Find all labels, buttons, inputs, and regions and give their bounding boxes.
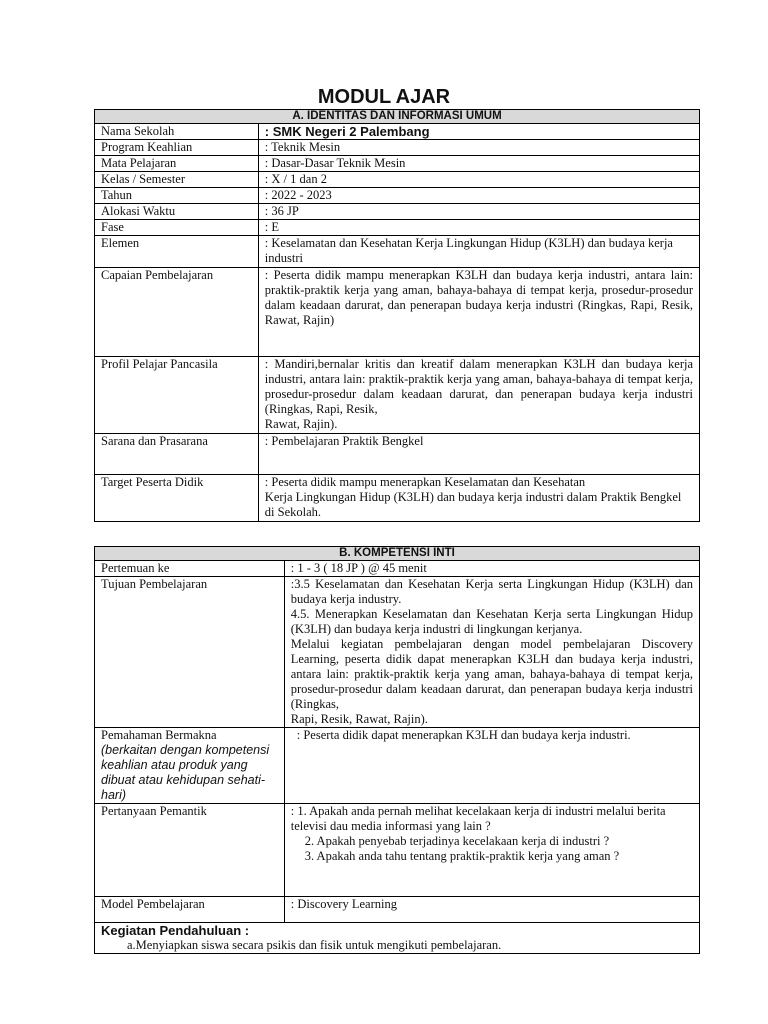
pancasila-text-end: Rawat, Rajin). — [264, 417, 338, 431]
table-row — [95, 124, 700, 140]
question-item: 2. Apakah penyebab terjadinya kecelakaan kerja di industri ? — [304, 834, 610, 848]
table-row — [95, 434, 700, 475]
table-row — [95, 577, 700, 728]
row-value: : E — [258, 220, 699, 236]
pancasila-profile — [258, 357, 699, 434]
table-row — [95, 172, 700, 188]
objective-3-5: :3.5 Keselamatan dan Kesehatan Kerja serta Lingkungan Hidup (K3LH) dan budaya kerja industry. — [290, 577, 693, 606]
table-row — [95, 188, 700, 204]
question-item: : 1. Apakah anda pernah melihat kecelakaan kerja di industri melalui berita televisi dau media informasi yang lain ? — [290, 804, 666, 833]
row-value: : Keselamatan dan Kesehatan Kerja Lingkungan Hidup (K3LH) dan budaya kerja industri — [258, 236, 699, 268]
row-label: Pertemuan ke — [95, 561, 285, 577]
table-row — [95, 475, 700, 522]
meaningful-understanding: : Peserta didik dapat menerapkan K3LH dan budaya kerja industri. — [284, 728, 699, 804]
row-label: Elemen — [95, 236, 259, 268]
meaningful-understanding-label — [95, 728, 285, 804]
question-item: 3. Apakah anda tahu tentang praktik-praktik kerja yang aman ? — [304, 849, 620, 863]
row-value: : X / 1 dan 2 — [258, 172, 699, 188]
table-row — [95, 268, 700, 357]
intro-activities — [95, 923, 700, 954]
identity-table — [94, 109, 700, 522]
trigger-questions — [284, 804, 699, 897]
row-label: Alokasi Waktu — [95, 204, 259, 220]
table-row — [95, 804, 700, 897]
competency-table — [94, 546, 700, 954]
row-value: : 2022 - 2023 — [258, 188, 699, 204]
row-value: : Discovery Learning — [284, 897, 699, 923]
table-row — [95, 204, 700, 220]
target-learners — [258, 475, 699, 522]
section-b-heading: B. KOMPETENSI INTI — [95, 547, 700, 561]
row-value: : 36 JP — [258, 204, 699, 220]
question-list — [291, 804, 693, 864]
document-title: MODUL AJAR — [317, 86, 451, 108]
row-label: Program Keahlian — [95, 140, 259, 156]
row-label: Target Peserta Didik — [95, 475, 259, 522]
table-row — [95, 357, 700, 434]
row-label: Tujuan Pembelajaran — [95, 577, 285, 728]
objective-summary-end: Rapi, Resik, Rawat, Rajin). — [290, 712, 428, 726]
row-label: Capaian Pembelajaran — [95, 268, 259, 357]
row-value: : 1 - 3 ( 18 JP ) @ 45 menit — [284, 561, 699, 577]
row-value: : Pembelajaran Praktik Bengkel — [258, 434, 699, 475]
row-label: Profil Pelajar Pancasila — [95, 357, 259, 434]
table-row — [95, 897, 700, 923]
target-text-end: Kerja Lingkungan Hidup (K3LH) dan budaya kerja industri dalam Praktik Bengkel di Sekolah. — [264, 490, 682, 519]
table-row — [95, 236, 700, 268]
table-row — [95, 140, 700, 156]
table-row — [95, 156, 700, 172]
intro-activities-heading: Kegiatan Pendahuluan : — [101, 923, 250, 938]
row-label: Model Pembelajaran — [95, 897, 285, 923]
section-a-heading: A. IDENTITAS DAN INFORMASI UMUM — [95, 110, 700, 124]
row-label: Tahun — [95, 188, 259, 204]
row-label: Fase — [95, 220, 259, 236]
objective-summary: Melalui kegiatan pembelajaran dengan model pembelajaran Discovery Learning, peserta didik dapat menerapkan K3LH dan budaya kerja industri, antara lain: praktik-praktik kerja yang aman, bahaya-bahaya di tempat kerja, prosedur-prosedur dalam keadaan darurat, dan penerapan budaya kerja industri (Ringkas, — [290, 637, 693, 711]
table-row — [95, 220, 700, 236]
row-value: : Teknik Mesin — [258, 140, 699, 156]
pancasila-text: : Mandiri,bernalar kritis dan kreatif dalam menerapkan K3LH dan budaya kerja industri, antara lain: praktik-praktik kerja yang aman, bahaya-bahaya di tempat kerja, prosedur-prosedur dalam keadaan darurat, dan penerapan budaya kerja industri (Ringkas, Rapi, Resik, — [264, 357, 693, 416]
row-note: (berkaitan dengan kompetensi keahlian atau produk yang dibuat atau kehidupan sehati-hari) — [101, 743, 270, 802]
table-row — [95, 561, 700, 577]
row-label: Pertanyaan Pemantik — [95, 804, 285, 897]
row-label: Nama Sekolah — [95, 124, 259, 140]
learning-objectives — [284, 577, 699, 728]
row-label: Mata Pelajaran — [95, 156, 259, 172]
row-label: Sarana dan Prasarana — [95, 434, 259, 475]
row-value: : Dasar-Dasar Teknik Mesin — [258, 156, 699, 172]
intro-activity-item: a.Menyiapkan siswa secara psikis dan fisik untuk mengikuti pembelajaran. — [127, 938, 502, 952]
school-name: : SMK Negeri 2 Palembang — [258, 124, 699, 140]
table-row — [95, 728, 700, 804]
objective-4-5: 4.5. Menerapkan Keselamatan dan Kesehatan Kerja serta Lingkungan Hidup (K3LH) dan budaya kerja industri di lingkungan kerjanya. — [290, 607, 693, 636]
row-label: Kelas / Semester — [95, 172, 259, 188]
table-row — [95, 923, 700, 954]
row-label: Pemahaman Bermakna — [101, 728, 217, 742]
learning-outcome: : Peserta didik mampu menerapkan K3LH dan budaya kerja industri, antara lain: praktik-praktik kerja yang aman, bahaya-bahaya di tempat kerja, prosedur-prosedur dalam keadaan darurat, dan penerapan budaya kerja industri (Ringkas, Rapi, Resik, Rawat, Rajin) — [258, 268, 699, 357]
target-text: : Peserta didik mampu menerapkan Keselamatan dan Kesehatan — [264, 475, 586, 489]
